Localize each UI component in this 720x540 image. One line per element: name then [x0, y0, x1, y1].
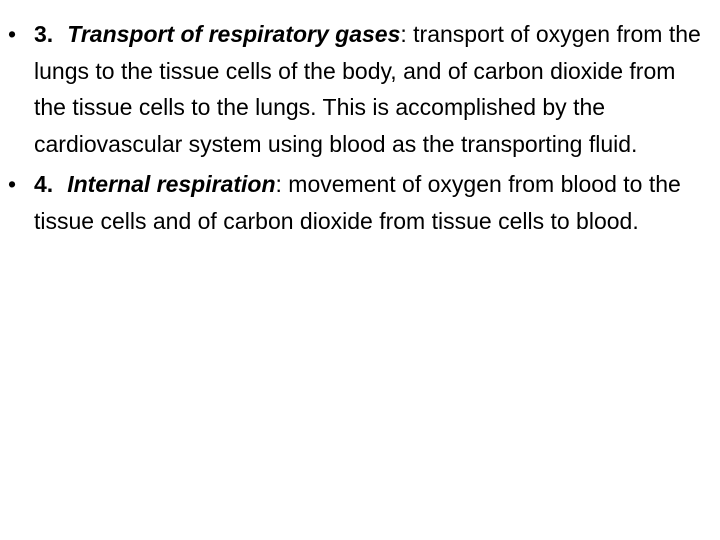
item-term: Internal respiration — [67, 171, 276, 197]
bullet-list — [0, 16, 710, 243]
item-term: Transport of respiratory gases — [67, 21, 401, 47]
bullet-icon: • — [8, 21, 17, 47]
item-number: 3. — [34, 21, 54, 47]
list-item-internal-respiration — [0, 166, 710, 239]
item-number: 4. — [34, 171, 54, 197]
item-description: : movement of oxygen from blood to the tissue cells and of carbon dioxide from tissue cells to blood. — [34, 171, 681, 234]
bullet-icon: • — [8, 171, 17, 197]
item-description: : transport of oxygen from the lungs to the tissue cells of the body, and of carbon dioxide from the tissue cells to the lungs. This is accomplished by the cardiovascular system using blood as the transporting fluid. — [34, 21, 701, 157]
list-item-transport-of-respiratory-gases — [0, 16, 710, 162]
